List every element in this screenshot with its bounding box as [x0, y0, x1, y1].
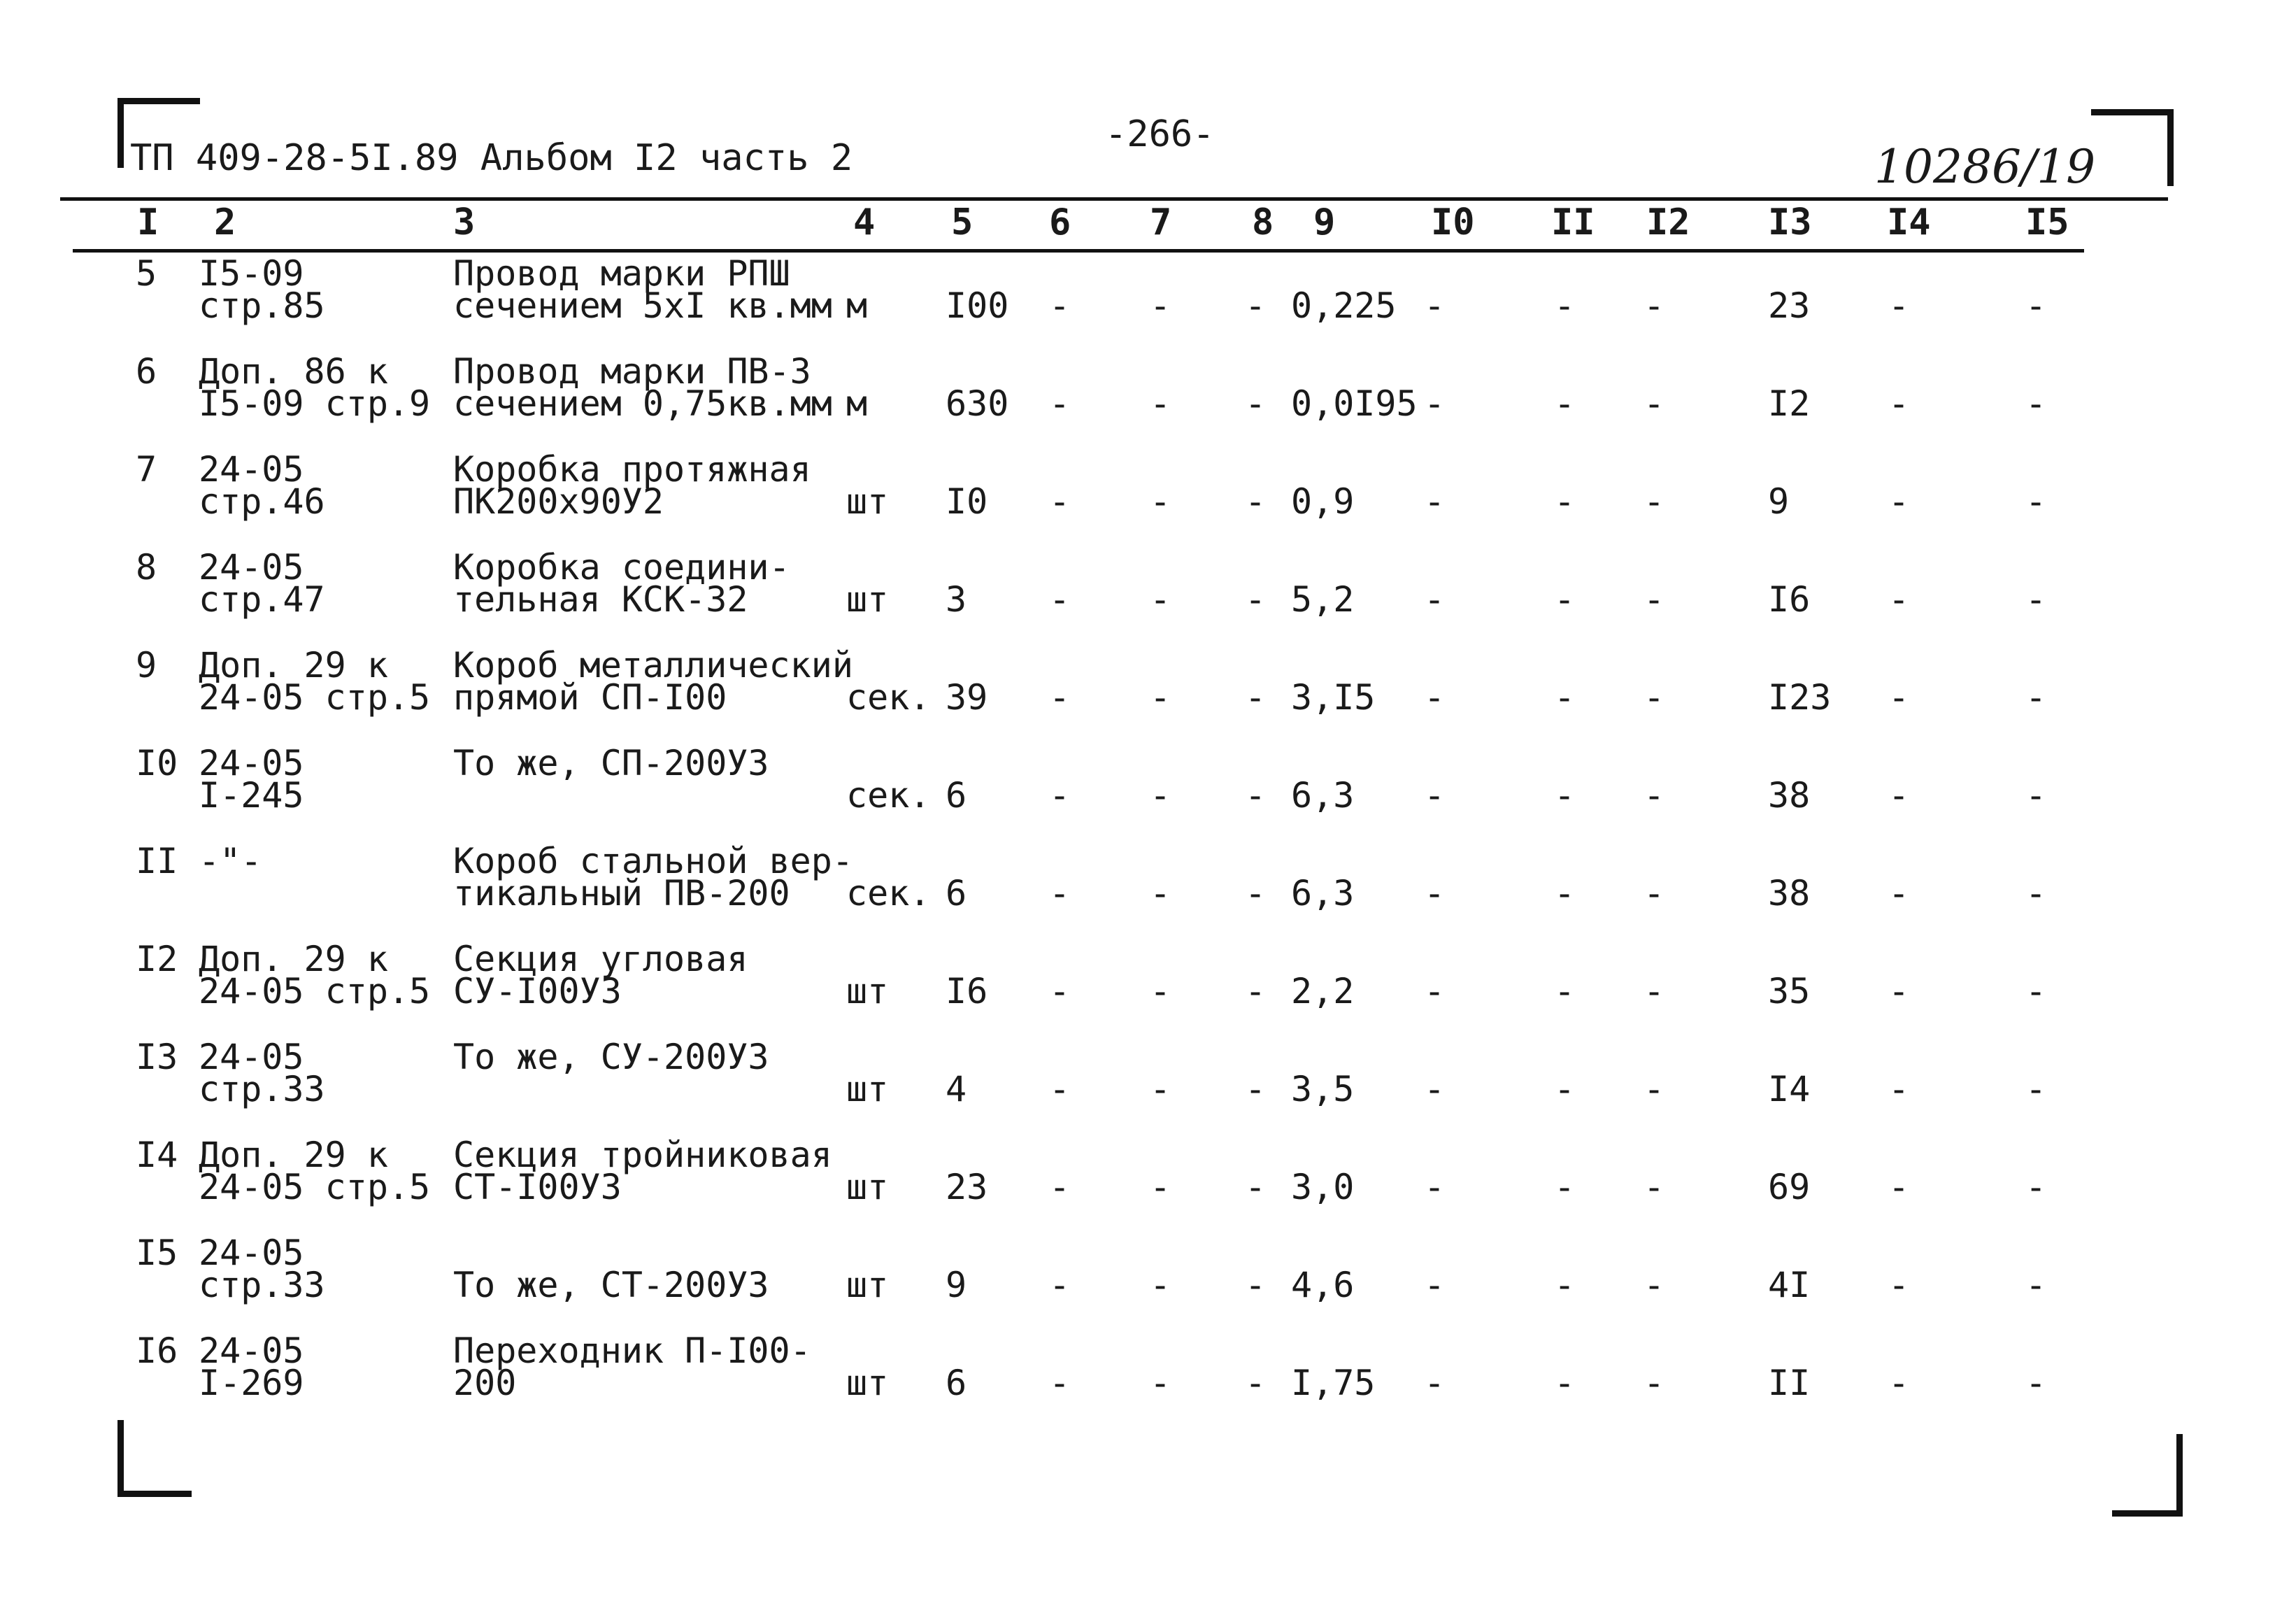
quantity-cell: 6 — [946, 1363, 967, 1403]
description-line-1: Короб стальной вер- — [453, 841, 853, 881]
col-10-cell: - — [1424, 481, 1446, 522]
col-8-cell: - — [1245, 1363, 1267, 1403]
col-9-cell: 4,6 — [1291, 1265, 1355, 1305]
col-9-cell: 0,9 — [1291, 481, 1355, 522]
col-6-cell: - — [1049, 1363, 1071, 1403]
table-row — [0, 1037, 2296, 1139]
column-header: I3 — [1768, 201, 1812, 243]
col-10-cell: - — [1424, 677, 1446, 718]
rule-top — [60, 197, 2168, 201]
col-6-cell: - — [1049, 481, 1071, 522]
reference-line-1: -"- — [199, 841, 262, 881]
col-15-cell: - — [2025, 971, 2047, 1012]
column-header: I2 — [1646, 201, 1690, 243]
col-9-cell: 3,5 — [1291, 1069, 1355, 1109]
quantity-cell: 630 — [946, 383, 1009, 424]
unit-cell: шт — [846, 971, 889, 1012]
col-14-cell: - — [1888, 873, 1910, 914]
col-13-cell: I6 — [1768, 579, 1811, 620]
reference-line-1: 24-05 — [199, 449, 304, 490]
col-14-cell: - — [1888, 1363, 1910, 1403]
row-number: I6 — [136, 1330, 178, 1371]
document-code: ТП 409-28-5I.89 Альбом I2 часть 2 — [130, 137, 853, 179]
col-8-cell: - — [1245, 873, 1267, 914]
col-9-cell: 2,2 — [1291, 971, 1355, 1012]
corner-mark-top-left-h — [117, 98, 200, 104]
col-12-cell: - — [1643, 383, 1665, 424]
col-14-cell: - — [1888, 971, 1910, 1012]
quantity-cell: 3 — [946, 579, 967, 620]
description-line-2: СУ-I00У3 — [453, 971, 622, 1012]
reference-line-2: стр.33 — [199, 1265, 325, 1305]
unit-cell: м — [846, 383, 868, 424]
col-14-cell: - — [1888, 1069, 1910, 1109]
col-9-cell: 6,3 — [1291, 873, 1355, 914]
page-number: -266- — [1105, 113, 1215, 155]
table-row — [0, 1330, 2296, 1433]
col-13-cell: 35 — [1768, 971, 1811, 1012]
col-6-cell: - — [1049, 383, 1071, 424]
reference-line-1: 24-05 — [199, 547, 304, 588]
unit-cell: шт — [846, 579, 889, 620]
reference-line-1: I5-09 — [199, 253, 304, 294]
col-12-cell: - — [1643, 775, 1665, 816]
quantity-cell: I00 — [946, 285, 1009, 326]
description-line-2: СТ-I00У3 — [453, 1167, 622, 1207]
col-6-cell: - — [1049, 579, 1071, 620]
quantity-cell: 23 — [946, 1167, 988, 1207]
col-7-cell: - — [1150, 1167, 1171, 1207]
col-13-cell: 4I — [1768, 1265, 1811, 1305]
col-9-cell: 0,0I95 — [1291, 383, 1418, 424]
description-line-1: Секция угловая — [453, 939, 748, 979]
col-11-cell: - — [1554, 775, 1576, 816]
col-10-cell: - — [1424, 383, 1446, 424]
col-8-cell: - — [1245, 1069, 1267, 1109]
col-15-cell: - — [2025, 1265, 2047, 1305]
col-9-cell: 3,0 — [1291, 1167, 1355, 1207]
col-9-cell: I,75 — [1291, 1363, 1376, 1403]
col-14-cell: - — [1888, 1265, 1910, 1305]
col-10-cell: - — [1424, 1069, 1446, 1109]
description-line-1: То же, СП-200У3 — [453, 743, 769, 783]
col-14-cell: - — [1888, 383, 1910, 424]
col-10-cell: - — [1424, 1265, 1446, 1305]
col-7-cell: - — [1150, 677, 1171, 718]
col-10-cell: - — [1424, 775, 1446, 816]
column-header: 6 — [1049, 201, 1071, 243]
col-11-cell: - — [1554, 481, 1576, 522]
quantity-cell: I6 — [946, 971, 988, 1012]
unit-cell: шт — [846, 1069, 889, 1109]
col-7-cell: - — [1150, 481, 1171, 522]
description-line-1: Провод марки ПВ-3 — [453, 351, 811, 392]
col-14-cell: - — [1888, 285, 1910, 326]
reference-line-1: Доп. 29 к — [199, 645, 388, 686]
description-line-1: То же, СУ-200У3 — [453, 1037, 769, 1077]
col-7-cell: - — [1150, 1265, 1171, 1305]
row-number: 5 — [136, 253, 157, 294]
corner-mark-top-right-v — [2167, 109, 2174, 186]
unit-cell: шт — [846, 1265, 889, 1305]
col-12-cell: - — [1643, 1265, 1665, 1305]
col-11-cell: - — [1554, 285, 1576, 326]
col-15-cell: - — [2025, 775, 2047, 816]
table-row — [0, 1233, 2296, 1335]
col-7-cell: - — [1150, 1363, 1171, 1403]
col-9-cell: 6,3 — [1291, 775, 1355, 816]
col-15-cell: - — [2025, 579, 2047, 620]
reference-line-1: Доп. 86 к — [199, 351, 388, 392]
col-13-cell: I4 — [1768, 1069, 1811, 1109]
quantity-cell: 4 — [946, 1069, 967, 1109]
corner-mark-top-left-v — [117, 98, 124, 168]
col-13-cell: 69 — [1768, 1167, 1811, 1207]
description-line-2: ПК200х90У2 — [453, 481, 664, 522]
col-8-cell: - — [1245, 481, 1267, 522]
reference-line-2: I-269 — [199, 1363, 304, 1403]
column-header: I4 — [1887, 201, 1931, 243]
table-row — [0, 743, 2296, 845]
col-13-cell: 9 — [1768, 481, 1790, 522]
col-6-cell: - — [1049, 677, 1071, 718]
description-line-1: Переходник П-I00- — [453, 1330, 811, 1371]
quantity-cell: I0 — [946, 481, 988, 522]
col-12-cell: - — [1643, 1167, 1665, 1207]
row-number: I0 — [136, 743, 178, 783]
col-14-cell: - — [1888, 1167, 1910, 1207]
col-10-cell: - — [1424, 1363, 1446, 1403]
description-line-1: Провод марки РПШ — [453, 253, 790, 294]
col-6-cell: - — [1049, 775, 1071, 816]
col-15-cell: - — [2025, 383, 2047, 424]
col-14-cell: - — [1888, 775, 1910, 816]
column-header: II — [1551, 201, 1595, 243]
col-11-cell: - — [1554, 383, 1576, 424]
col-10-cell: - — [1424, 971, 1446, 1012]
column-header: 2 — [214, 201, 236, 243]
col-8-cell: - — [1245, 775, 1267, 816]
col-11-cell: - — [1554, 1069, 1576, 1109]
column-header: I5 — [2025, 201, 2069, 243]
reference-line-1: 24-05 — [199, 1037, 304, 1077]
col-9-cell: 5,2 — [1291, 579, 1355, 620]
col-10-cell: - — [1424, 873, 1446, 914]
reference-line-1: 24-05 — [199, 1330, 304, 1371]
column-header: 5 — [951, 201, 974, 243]
col-8-cell: - — [1245, 383, 1267, 424]
description-line-2: То же, СТ-200У3 — [453, 1265, 769, 1305]
col-6-cell: - — [1049, 971, 1071, 1012]
col-12-cell: - — [1643, 1363, 1665, 1403]
unit-cell: сек. — [846, 873, 931, 914]
col-13-cell: I2 — [1768, 383, 1811, 424]
description-line-2: 200 — [453, 1363, 517, 1403]
col-7-cell: - — [1150, 383, 1171, 424]
col-7-cell: - — [1150, 873, 1171, 914]
col-11-cell: - — [1554, 1363, 1576, 1403]
quantity-cell: 39 — [946, 677, 988, 718]
row-number: II — [136, 841, 178, 881]
col-12-cell: - — [1643, 677, 1665, 718]
col-10-cell: - — [1424, 285, 1446, 326]
col-13-cell: 38 — [1768, 873, 1811, 914]
col-6-cell: - — [1049, 1167, 1071, 1207]
col-6-cell: - — [1049, 1069, 1071, 1109]
unit-cell: сек. — [846, 677, 931, 718]
col-13-cell: 38 — [1768, 775, 1811, 816]
description-line-1: Коробка соедини- — [453, 547, 790, 588]
description-line-2: тельная КСК-32 — [453, 579, 748, 620]
corner-mark-top-right-h — [2091, 109, 2174, 115]
table-row — [0, 351, 2296, 453]
column-header: I0 — [1431, 201, 1475, 243]
col-11-cell: - — [1554, 579, 1576, 620]
col-7-cell: - — [1150, 775, 1171, 816]
col-15-cell: - — [2025, 285, 2047, 326]
col-8-cell: - — [1245, 1265, 1267, 1305]
description-line-2: сечением 0,75кв.мм — [453, 383, 832, 424]
col-15-cell: - — [2025, 1167, 2047, 1207]
table-row — [0, 253, 2296, 355]
col-15-cell: - — [2025, 1363, 2047, 1403]
col-11-cell: - — [1554, 1167, 1576, 1207]
quantity-cell: 6 — [946, 873, 967, 914]
col-11-cell: - — [1554, 677, 1576, 718]
column-header: 8 — [1252, 201, 1274, 243]
reference-line-2: I5-09 стр.9 — [199, 383, 431, 424]
col-14-cell: - — [1888, 677, 1910, 718]
unit-cell: сек. — [846, 775, 931, 816]
row-number: 7 — [136, 449, 157, 490]
col-12-cell: - — [1643, 1069, 1665, 1109]
reference-line-2: 24-05 стр.5 — [199, 677, 431, 718]
col-11-cell: - — [1554, 873, 1576, 914]
col-14-cell: - — [1888, 481, 1910, 522]
col-9-cell: 0,225 — [1291, 285, 1397, 326]
table-row — [0, 547, 2296, 649]
reference-line-2: 24-05 стр.5 — [199, 1167, 431, 1207]
col-10-cell: - — [1424, 1167, 1446, 1207]
reference-line-2: стр.85 — [199, 285, 325, 326]
row-number: I4 — [136, 1135, 178, 1175]
table-row — [0, 449, 2296, 551]
quantity-cell: 6 — [946, 775, 967, 816]
col-15-cell: - — [2025, 677, 2047, 718]
reference-line-2: стр.33 — [199, 1069, 325, 1109]
col-7-cell: - — [1150, 285, 1171, 326]
col-12-cell: - — [1643, 579, 1665, 620]
row-number: I3 — [136, 1037, 178, 1077]
unit-cell: шт — [846, 481, 889, 522]
col-14-cell: - — [1888, 579, 1910, 620]
row-number: 6 — [136, 351, 157, 392]
reference-line-1: Доп. 29 к — [199, 939, 388, 979]
column-header: I — [137, 201, 159, 243]
row-number: I5 — [136, 1233, 178, 1273]
row-number: I2 — [136, 939, 178, 979]
description-line-2: сечением 5хI кв.мм — [453, 285, 832, 326]
corner-mark-bottom-left-h — [117, 1491, 192, 1497]
column-header: 3 — [453, 201, 476, 243]
col-13-cell: 23 — [1768, 285, 1811, 326]
col-15-cell: - — [2025, 873, 2047, 914]
col-8-cell: - — [1245, 579, 1267, 620]
col-15-cell: - — [2025, 481, 2047, 522]
table-row — [0, 645, 2296, 747]
row-number: 8 — [136, 547, 157, 588]
col-6-cell: - — [1049, 873, 1071, 914]
col-12-cell: - — [1643, 481, 1665, 522]
quantity-cell: 9 — [946, 1265, 967, 1305]
reference-line-2: стр.47 — [199, 579, 325, 620]
description-line-1: Коробка протяжная — [453, 449, 811, 490]
col-7-cell: - — [1150, 1069, 1171, 1109]
col-15-cell: - — [2025, 1069, 2047, 1109]
col-7-cell: - — [1150, 579, 1171, 620]
col-10-cell: - — [1424, 579, 1446, 620]
table-row — [0, 939, 2296, 1041]
reference-line-1: 24-05 — [199, 743, 304, 783]
reference-line-2: 24-05 стр.5 — [199, 971, 431, 1012]
rule-header-bottom — [73, 249, 2084, 253]
col-9-cell: 3,I5 — [1291, 677, 1376, 718]
reference-line-2: стр.46 — [199, 481, 325, 522]
description-line-2: прямой СП-I00 — [453, 677, 727, 718]
table-row — [0, 1135, 2296, 1237]
corner-mark-bottom-right-v — [2176, 1434, 2183, 1517]
reference-line-1: Доп. 29 к — [199, 1135, 388, 1175]
col-12-cell: - — [1643, 873, 1665, 914]
unit-cell: м — [846, 285, 868, 326]
col-11-cell: - — [1554, 1265, 1576, 1305]
col-11-cell: - — [1554, 971, 1576, 1012]
corner-mark-bottom-right-h — [2112, 1510, 2183, 1517]
col-13-cell: I23 — [1768, 677, 1832, 718]
reference-line-2: I-245 — [199, 775, 304, 816]
handwritten-number: 10286/19 — [1874, 140, 2096, 194]
description-line-2: тикальный ПВ-200 — [453, 873, 790, 914]
description-line-1: Короб металлический — [453, 645, 853, 686]
column-header: 7 — [1150, 201, 1172, 243]
col-12-cell: - — [1643, 971, 1665, 1012]
col-8-cell: - — [1245, 971, 1267, 1012]
col-7-cell: - — [1150, 971, 1171, 1012]
col-8-cell: - — [1245, 677, 1267, 718]
col-8-cell: - — [1245, 285, 1267, 326]
col-6-cell: - — [1049, 285, 1071, 326]
description-line-1: Секция тройниковая — [453, 1135, 832, 1175]
col-6-cell: - — [1049, 1265, 1071, 1305]
unit-cell: шт — [846, 1363, 889, 1403]
col-8-cell: - — [1245, 1167, 1267, 1207]
col-13-cell: II — [1768, 1363, 1811, 1403]
column-header: 9 — [1313, 201, 1336, 243]
table-row — [0, 841, 2296, 943]
reference-line-1: 24-05 — [199, 1233, 304, 1273]
column-header: 4 — [853, 201, 876, 243]
col-12-cell: - — [1643, 285, 1665, 326]
row-number: 9 — [136, 645, 157, 686]
unit-cell: шт — [846, 1167, 889, 1207]
